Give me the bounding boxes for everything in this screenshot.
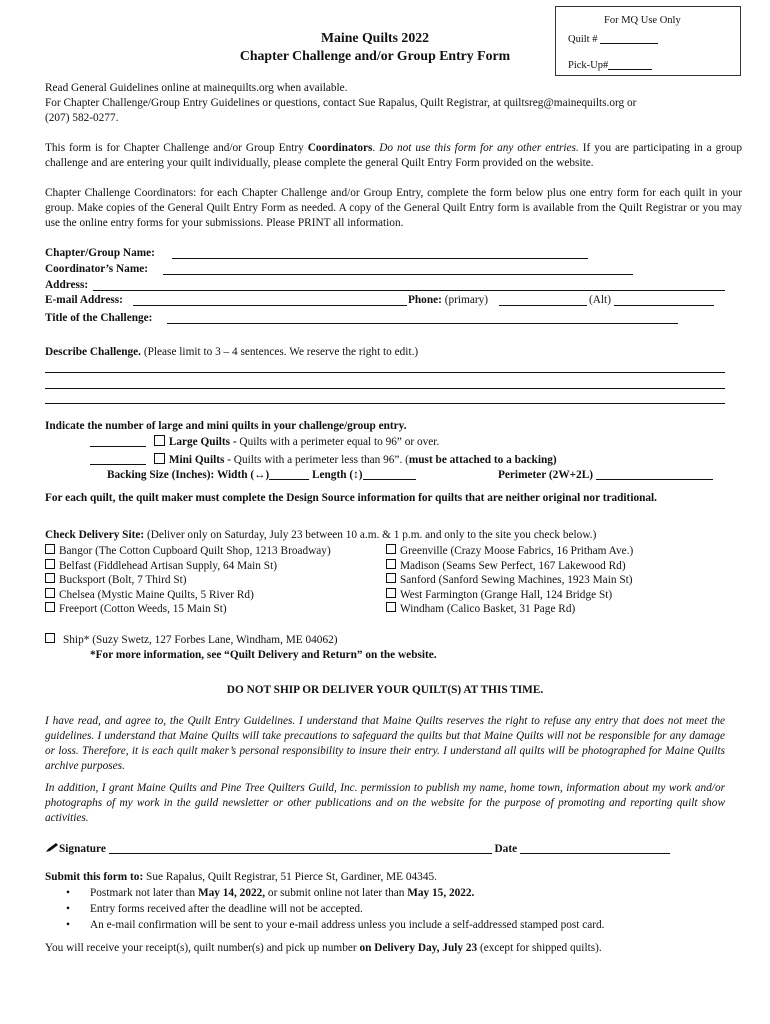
delivery-checkbox[interactable] (386, 544, 396, 554)
quilt-count-heading: Indicate the number of large and mini quilts in your challenge/group entry. (45, 420, 407, 432)
phone-primary-field[interactable] (499, 305, 587, 306)
submit-bullets (45, 886, 742, 934)
delivery-checkbox[interactable] (45, 573, 55, 583)
ship-checkbox[interactable] (45, 633, 55, 643)
mini-quilts-checkbox[interactable] (154, 453, 165, 464)
agreement-paragraph: I have read, and agree to, the Quilt Entry Guidelines. I understand that Maine Quilts reserves the right to refuse any entry that does not meet the guidelines. I understand that Maine Quilts will take precautions to safeguard the quilts but that Maine Quilts will not be responsible for any damage or loss. Therefore, it is each quilt maker’s personal responsibility to insure their entry. I understand all quilts will be photographed for Maine Quilts archive purposes. (45, 715, 725, 773)
do-not-ship-warning: DO NOT SHIP OR DELIVER YOUR QUILT(S) AT THIS TIME. (226, 684, 544, 696)
delivery-site-option[interactable]: Bangor (The Cotton Cupboard Quilt Shop, 1213 Broadway) (45, 544, 331, 559)
pen-icon (45, 842, 59, 853)
delivery-checkbox[interactable] (45, 544, 55, 554)
delivery-site-option[interactable]: Belfast (Fiddlehead Artisan Supply, 64 Main St) (45, 559, 331, 574)
delivery-checkbox[interactable] (386, 573, 396, 583)
backing-width-field[interactable] (269, 469, 309, 480)
chapter-group-label: Chapter/Group Name: (45, 247, 155, 259)
chapter-group-field[interactable] (172, 258, 588, 259)
large-quilts-checkbox[interactable] (154, 435, 165, 446)
delivery-site-option[interactable]: Windham (Calico Basket, 31 Page Rd) (386, 602, 633, 617)
delivery-checkbox[interactable] (386, 588, 396, 598)
page-title: Maine Quilts 2022 (320, 30, 430, 45)
challenge-title-field[interactable] (167, 323, 678, 324)
intro-line-3: (207) 582-0277. (45, 112, 119, 124)
bullet-email-confirmation: • An e-mail confirmation will be sent to your e-mail address unless you include a self-addressed stamped post card. (45, 918, 742, 934)
phone-alt-field[interactable] (614, 305, 714, 306)
ship-note: *For more information, see “Quilt Delivery and Return” on the website. (90, 649, 437, 661)
coordinator-field[interactable] (163, 274, 633, 275)
signature-field[interactable] (109, 843, 492, 854)
permission-paragraph: In addition, I grant Maine Quilts and Pine Tree Quilters Guild, Inc. permission to publish my name, home town, information about my work and/or photographs of my work in the guild newsletter or other publications and on the website for the purpose of promoting and reporting quilt show activities. (45, 782, 725, 825)
bullet-late-entries: • Entry forms received after the deadline will not be accepted. (45, 902, 742, 918)
delivery-checkbox[interactable] (45, 588, 55, 598)
perimeter-row: Perimeter (2W+2L) (498, 468, 713, 483)
describe-line-1[interactable] (45, 372, 725, 373)
page-subtitle: Chapter Challenge and/or Group Entry Form (239, 48, 511, 63)
large-quilts-row: Large Quilts - Quilts with a perimeter equal to 96” or over. (90, 435, 439, 450)
mq-quilt-number: Quilt # (568, 33, 658, 47)
delivery-site-option[interactable]: Greenville (Crazy Moose Fabrics, 16 Pritham Ave.) (386, 544, 633, 559)
mq-box-title: For MQ Use Only (604, 15, 681, 26)
backing-size-row: Backing Size (Inches): Width (↔) Length (↕) (107, 468, 416, 483)
backing-length-field[interactable] (363, 469, 416, 480)
mini-quilts-count[interactable] (90, 454, 146, 465)
address-label: Address: (45, 279, 89, 291)
delivery-checkbox[interactable] (386, 559, 396, 569)
mq-pickup-number: Pick-Up# (568, 59, 652, 73)
large-quilts-count[interactable] (90, 436, 146, 447)
phone-alt-label: (Alt) (589, 294, 611, 306)
bullet-deadline: • Postmark not later than May 14, 2022, or submit online not later than May 15, 2022. (45, 886, 742, 902)
delivery-checkbox[interactable] (45, 602, 55, 612)
address-field[interactable] (93, 290, 725, 291)
challenge-title-label: Title of the Challenge: (45, 312, 153, 324)
delivery-site-option[interactable]: West Farmington (Grange Hall, 124 Bridge St) (386, 588, 633, 603)
mq-use-only-box (555, 6, 741, 76)
receipt-note: You will receive your receipt(s), quilt number(s) and pick up number on Delivery Day, July 23 (except for shipped quilts). (45, 942, 602, 954)
delivery-site-option[interactable]: Freeport (Cotton Weeds, 15 Main St) (45, 602, 331, 617)
delivery-checkbox[interactable] (386, 602, 396, 612)
date-field[interactable] (520, 843, 670, 854)
delivery-left-column (45, 544, 331, 617)
phone-label: Phone: (primary) (408, 294, 489, 306)
ship-option[interactable]: Ship* (Suzy Swetz, 127 Forbes Lane, Windham, ME 04062) (45, 633, 338, 648)
email-label: E-mail Address: (45, 294, 123, 306)
delivery-checkbox[interactable] (45, 559, 55, 569)
delivery-site-option[interactable]: Sanford (Sanford Sewing Machines, 1923 Main St) (386, 573, 633, 588)
delivery-right-column (386, 544, 633, 617)
email-field[interactable] (133, 305, 407, 306)
coordinator-label: Coordinator’s Name: (45, 263, 149, 275)
delivery-site-option[interactable]: Chelsea (Mystic Maine Quilts, 5 River Rd) (45, 588, 331, 603)
intro-line-1: Read General Guidelines online at mainequilts.org when available. (45, 82, 348, 94)
intro-line-2: For Chapter Challenge/Group Entry Guidelines or questions, contact Sue Rapalus, Quilt Registrar, at quiltsreg@mainequilts.org or (45, 97, 637, 109)
delivery-site-option[interactable]: Madison (Seams Sew Perfect, 167 Lakewood Rd) (386, 559, 633, 574)
mini-quilts-row: Mini Quilts - Quilts with a perimeter less than 96”. (must be attached to a backing) (90, 453, 557, 468)
instructions-paragraph: Chapter Challenge Coordinators: for each Chapter Challenge and/or Group Entry, complete the form below plus one entry form for each quilt in your group. Make copies of the General Quilt Entry Form as needed. A copy of the General Quilt Entry form is available from the Quilt Registrar or you may use the online entry forms for your submissions. Please PRINT all information. (45, 187, 742, 230)
design-source-notice: For each quilt, the quilt maker must complete the Design Source information for quilts that are neither original nor traditional. (45, 492, 658, 504)
describe-challenge-label: Describe Challenge. (Please limit to 3 – 4 sentences. We reserve the right to edit.) (45, 346, 419, 358)
signature-row: Signature Date (45, 842, 670, 857)
coordinators-paragraph: This form is for Chapter Challenge and/or Group Entry Coordinators. Do not use this form for any other entries. If you are participating in a group challenge and are entering your quilt individually, please complete the general Quilt Entry Form provided on the website. (45, 142, 742, 170)
describe-line-2[interactable] (45, 388, 725, 389)
submit-address: Submit this form to: Sue Rapalus, Quilt Registrar, 51 Pierce St, Gardiner, ME 04345. (45, 871, 437, 883)
delivery-heading: Check Delivery Site: (Deliver only on Saturday, July 23 between 10 a.m. & 1 p.m. and only to the site you check below.) (45, 529, 597, 541)
delivery-site-option[interactable]: Bucksport (Bolt, 7 Third St) (45, 573, 331, 588)
perimeter-field[interactable] (596, 469, 713, 480)
describe-line-3[interactable] (45, 403, 725, 404)
